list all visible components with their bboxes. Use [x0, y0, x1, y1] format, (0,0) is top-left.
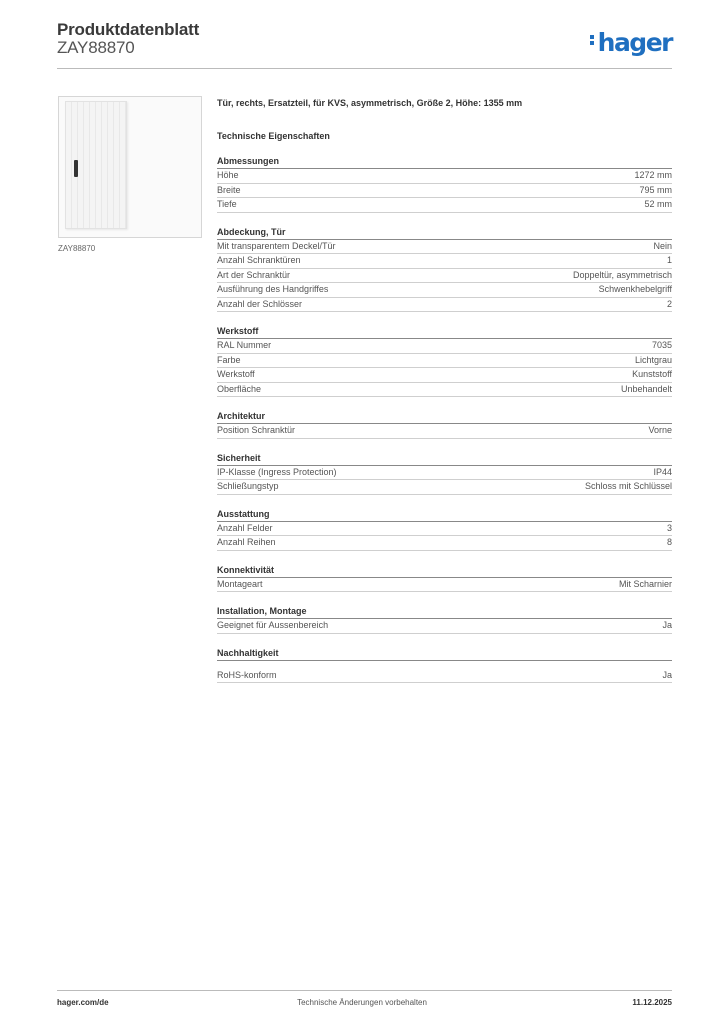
door-handle	[74, 160, 78, 177]
footer-disclaimer: Technische Änderungen vorbehalten	[297, 998, 427, 1007]
spec-value: Lichtgrau	[634, 354, 672, 365]
section-title: Sicherheit	[217, 453, 672, 466]
logo-text: hager	[597, 28, 672, 57]
spec-value: Ja	[662, 669, 672, 680]
spec-label: Ausführung des Handgriffes	[217, 284, 329, 294]
footer-website[interactable]: hager.com/de	[57, 998, 109, 1007]
spec-row	[217, 198, 672, 213]
main-content	[217, 96, 672, 683]
spec-row	[217, 480, 672, 495]
spec-row	[217, 269, 672, 284]
header-divider	[57, 68, 672, 69]
spec-section	[217, 648, 672, 684]
spec-row	[217, 240, 672, 255]
spec-row	[217, 169, 672, 184]
spec-label: Farbe	[217, 354, 241, 365]
section-title: Architektur	[217, 411, 672, 424]
spec-value: Ja	[662, 620, 672, 630]
spec-value: Nein	[653, 240, 672, 251]
spec-label: Montageart	[217, 578, 263, 589]
spec-value: 795 mm	[639, 184, 672, 195]
spec-section	[217, 156, 672, 213]
logo-colon-mark	[590, 33, 595, 47]
spec-row	[217, 522, 672, 537]
spec-section	[217, 326, 672, 397]
spec-label: Geeignet für Aussenbereich	[217, 620, 329, 630]
spec-section	[217, 509, 672, 551]
spec-value: Mit Scharnier	[618, 578, 672, 589]
section-title: Ausstattung	[217, 509, 672, 522]
spec-label: Schließungstyp	[217, 481, 279, 491]
spec-label: Werkstoff	[217, 369, 255, 379]
door-panel-illustration	[65, 101, 127, 229]
spec-label: Anzahl Schranktüren	[217, 255, 301, 265]
section-title: Konnektivität	[217, 565, 672, 578]
spec-row	[217, 669, 672, 684]
spec-row	[217, 383, 672, 398]
spec-value: 2	[666, 298, 672, 309]
spec-label: Anzahl Felder	[217, 522, 273, 533]
spec-label: Höhe	[217, 170, 239, 180]
spec-row	[217, 466, 672, 481]
image-caption: ZAY88870	[58, 244, 96, 253]
spec-row	[217, 368, 672, 383]
spec-value: Kunststoff	[632, 369, 672, 379]
spec-value: 3	[666, 522, 672, 533]
spec-row	[217, 254, 672, 269]
spec-value: Doppeltür, asymmetrisch	[572, 269, 672, 280]
product-description: Tür, rechts, Ersatzteil, für KVS, asymmetrisch, Größe 2, Höhe: 1355 mm	[217, 98, 523, 108]
spec-row	[217, 619, 672, 634]
spec-label: Mit transparentem Deckel/Tür	[217, 240, 336, 251]
tech-heading: Technische Eigenschaften	[217, 131, 330, 141]
spec-row	[217, 298, 672, 313]
spec-value: Vorne	[648, 425, 672, 435]
section-title: Installation, Montage	[217, 606, 672, 619]
spec-value: Unbehandelt	[620, 383, 672, 394]
header-title: Produktdatenblatt	[57, 20, 200, 39]
spec-section	[217, 411, 672, 439]
spec-section	[217, 453, 672, 495]
section-title: Nachhaltigkeit	[217, 648, 672, 661]
spec-row	[217, 339, 672, 354]
spec-row	[217, 184, 672, 199]
spec-label: RoHS-konform	[217, 669, 277, 680]
section-title: Abdeckung, Tür	[217, 227, 672, 240]
spec-value: Schwenkhebelgriff	[598, 284, 672, 294]
spec-section	[217, 565, 672, 593]
section-title: Werkstoff	[217, 326, 672, 339]
product-image	[58, 96, 202, 238]
spec-row	[217, 283, 672, 298]
spec-section	[217, 227, 672, 313]
spec-row	[217, 424, 672, 439]
article-number: ZAY88870	[57, 38, 135, 57]
spec-value: 1272 mm	[634, 170, 672, 180]
footer-divider	[57, 990, 672, 991]
spec-value: 52 mm	[644, 199, 672, 209]
spec-label: Position Schranktür	[217, 425, 296, 435]
spec-value: 1	[666, 255, 672, 265]
section-title: Abmessungen	[217, 156, 672, 169]
hager-logo[interactable]	[590, 28, 672, 57]
spec-label: RAL Nummer	[217, 340, 272, 350]
spec-row	[217, 578, 672, 593]
spec-label: Breite	[217, 184, 241, 195]
spec-label: Anzahl der Schlösser	[217, 298, 303, 309]
spec-row	[217, 536, 672, 551]
spec-value: Schloss mit Schlüssel	[584, 481, 672, 491]
spec-value: 8	[666, 537, 672, 547]
spec-label: Oberfläche	[217, 383, 262, 394]
spec-value: 7035	[651, 340, 672, 350]
footer-date: 11.12.2025	[632, 998, 672, 1007]
spec-label: Anzahl Reihen	[217, 537, 276, 547]
spec-label: Art der Schranktür	[217, 269, 291, 280]
spec-section	[217, 606, 672, 634]
spec-row	[217, 354, 672, 369]
spec-label: IP-Klasse (Ingress Protection)	[217, 466, 337, 477]
spec-label: Tiefe	[217, 199, 237, 209]
spec-value: IP44	[653, 466, 672, 477]
spec-sections	[217, 156, 672, 683]
